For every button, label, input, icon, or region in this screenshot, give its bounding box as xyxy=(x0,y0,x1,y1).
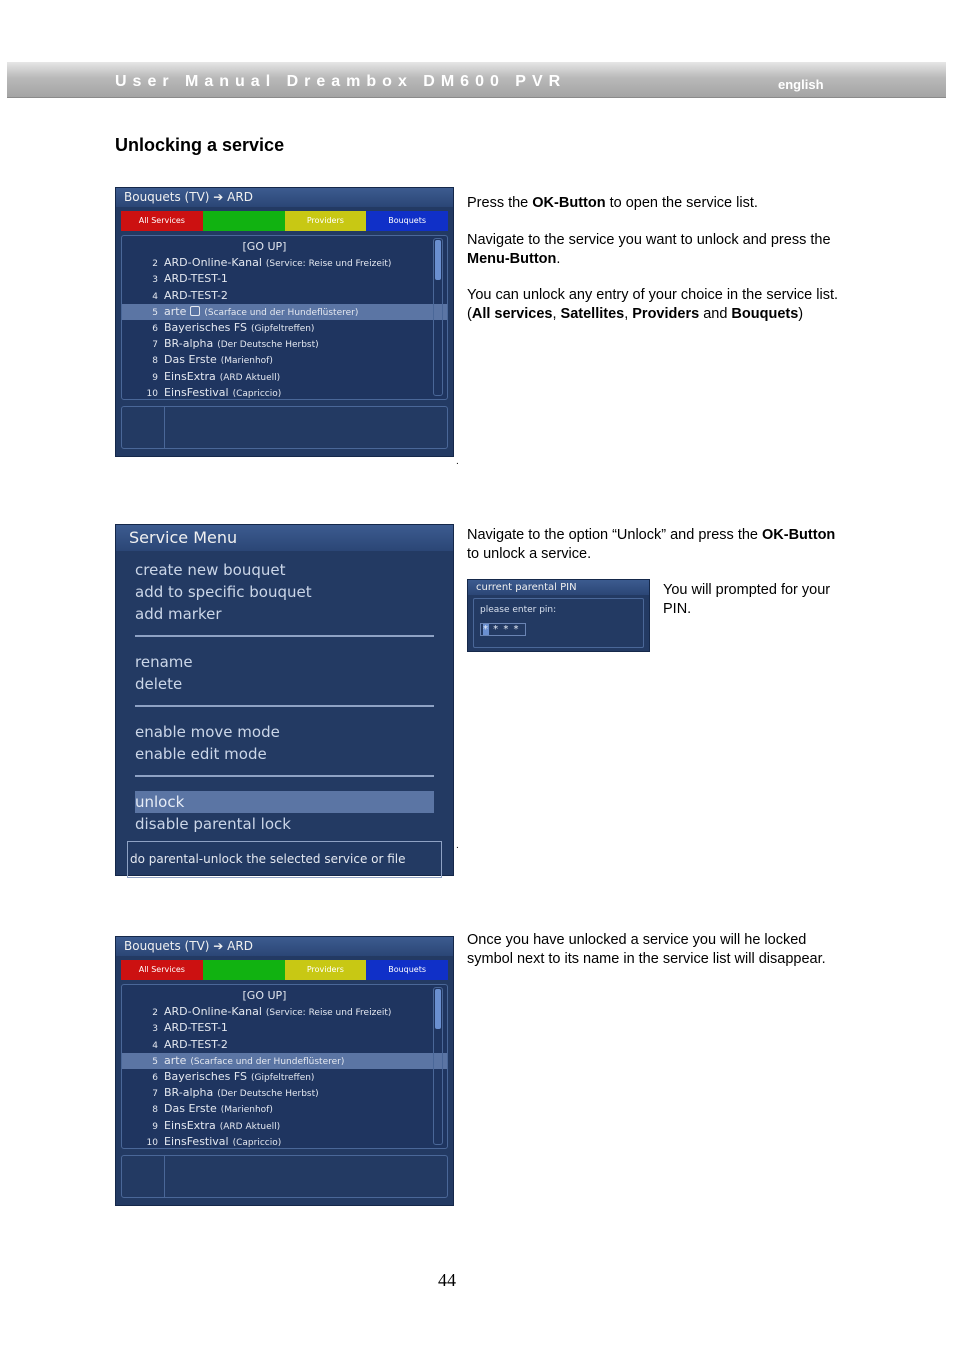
section-title: Unlocking a service xyxy=(115,135,285,155)
menu-unlock[interactable]: unlock xyxy=(135,791,434,813)
step2-para2: You will prompted for your PIN. xyxy=(663,582,831,617)
service-number: 3 xyxy=(152,275,158,286)
info-divider xyxy=(164,407,165,448)
service-number: 3 xyxy=(152,1024,158,1035)
service-name: arte xyxy=(164,304,187,318)
service-row[interactable] xyxy=(122,1037,447,1053)
service-list-title: Bouquets (TV) ➔ ARD xyxy=(116,188,453,207)
menu-separator xyxy=(135,705,434,707)
service-list-screen-locked xyxy=(115,187,454,457)
service-name: Das Erste xyxy=(164,353,217,367)
step1-para3 xyxy=(467,286,847,323)
menu-add-marker[interactable]: add marker xyxy=(135,605,222,623)
service-event: (Der Deutsche Herbst) xyxy=(217,340,319,351)
service-row[interactable] xyxy=(122,1134,447,1150)
text: and xyxy=(699,305,732,322)
service-event: (Scarface und der Hundeflüsterer) xyxy=(190,1056,345,1067)
service-name: ARD-TEST-1 xyxy=(164,1021,228,1035)
menu-help-text: do parental-unlock the selected service or file xyxy=(127,841,442,878)
service-number: 5 xyxy=(152,1056,158,1067)
service-name: ARD-TEST-1 xyxy=(164,272,228,286)
service-row[interactable] xyxy=(122,1020,447,1036)
tab-bouquets[interactable]: Bouquets xyxy=(366,960,448,980)
pin-input[interactable] xyxy=(480,623,526,636)
manual-title: User Manual Dreambox DM600 PVR xyxy=(115,73,567,90)
service-row[interactable] xyxy=(122,385,447,401)
service-row[interactable] xyxy=(122,336,447,352)
service-name: EinsFestival xyxy=(164,1134,229,1148)
menu-create-new-bouquet[interactable]: create new bouquet xyxy=(135,561,286,579)
scrollbar[interactable] xyxy=(433,987,443,1145)
tab-providers[interactable]: Providers xyxy=(285,960,367,980)
pin-label: please enter pin: xyxy=(480,605,557,615)
service-number: 4 xyxy=(152,1040,158,1051)
service-event: (ARD Aktuell) xyxy=(219,372,281,383)
text: to open the service list. xyxy=(605,195,758,211)
info-panel xyxy=(121,406,448,449)
service-row[interactable] xyxy=(122,320,447,336)
service-number: 7 xyxy=(152,1089,158,1100)
service-row[interactable] xyxy=(122,1004,447,1020)
step1-para1 xyxy=(467,194,847,213)
dot-marker: . xyxy=(456,456,459,467)
menu-disable-parental-lock[interactable]: disable parental lock xyxy=(135,815,291,833)
service-event: (Capriccio) xyxy=(232,1137,282,1148)
service-row[interactable] xyxy=(122,1053,447,1069)
text-bold: Providers xyxy=(632,305,700,322)
tab-satellites[interactable] xyxy=(203,960,285,980)
pin-dialog-title: current parental PIN xyxy=(468,580,649,595)
service-event: (Marienhof) xyxy=(220,356,273,367)
text-bold: Satellites xyxy=(560,305,625,322)
text-bold: OK-Button xyxy=(762,527,836,543)
service-name: ARD-Online-Kanal xyxy=(164,256,262,270)
service-menu-body xyxy=(116,551,453,835)
service-number: 4 xyxy=(152,291,158,302)
service-event: (Capriccio) xyxy=(232,388,282,399)
pin-dialog xyxy=(467,579,650,652)
service-row[interactable] xyxy=(122,1118,447,1134)
service-number: 6 xyxy=(152,1072,158,1083)
menu-rename[interactable]: rename xyxy=(135,653,193,671)
go-up-row[interactable]: [GO UP] xyxy=(242,240,287,253)
service-name: Bayerisches FS xyxy=(164,1069,248,1083)
service-name: EinsExtra xyxy=(164,1118,216,1132)
service-name: BR-alpha xyxy=(164,1086,214,1100)
service-event: (ARD Aktuell) xyxy=(219,1121,281,1132)
scrollbar[interactable] xyxy=(433,238,443,396)
service-row[interactable] xyxy=(122,352,447,368)
service-number: 8 xyxy=(152,356,158,367)
service-number: 9 xyxy=(152,1121,158,1132)
text-bold: Menu-Button xyxy=(467,250,557,267)
service-row[interactable] xyxy=(122,288,447,304)
service-list-screen-unlocked xyxy=(115,936,454,1206)
color-tabs xyxy=(121,960,448,980)
tab-bouquets[interactable]: Bouquets xyxy=(366,211,448,231)
service-number: 6 xyxy=(152,323,158,334)
service-event: (Marienhof) xyxy=(220,1105,273,1116)
text-bold: All services xyxy=(471,305,553,322)
service-name: Das Erste xyxy=(164,1102,217,1116)
lock-icon xyxy=(190,306,200,316)
service-list xyxy=(121,235,448,400)
service-menu-screen xyxy=(115,524,454,876)
info-divider xyxy=(164,1156,165,1197)
service-menu-title: Service Menu xyxy=(116,525,453,551)
service-row[interactable] xyxy=(122,1069,447,1085)
service-name: EinsFestival xyxy=(164,385,229,399)
service-number: 7 xyxy=(152,340,158,351)
service-event: (Gipfeltreffen) xyxy=(251,323,315,334)
pin-masked: * * * xyxy=(489,624,520,635)
tab-all-services[interactable]: All Services xyxy=(121,211,203,231)
menu-delete[interactable]: delete xyxy=(135,675,183,693)
step2-para1 xyxy=(467,526,837,563)
service-row[interactable] xyxy=(122,1101,447,1117)
service-number: 2 xyxy=(152,1008,158,1019)
go-up-row[interactable]: [GO UP] xyxy=(242,989,287,1002)
service-row[interactable] xyxy=(122,271,447,287)
service-row[interactable] xyxy=(122,255,447,271)
service-list-title: Bouquets (TV) ➔ ARD xyxy=(116,937,453,956)
service-event: (Service: Reise und Freizeit) xyxy=(265,259,392,270)
tab-all-services[interactable]: All Services xyxy=(121,960,203,980)
scroll-thumb[interactable] xyxy=(435,240,441,280)
service-name: ARD-TEST-2 xyxy=(164,288,228,302)
step1-para2 xyxy=(467,231,847,268)
scroll-thumb[interactable] xyxy=(435,989,441,1029)
menu-add-to-specific-bouquet[interactable]: add to specific bouquet xyxy=(135,583,312,601)
service-row[interactable] xyxy=(122,369,447,385)
text: Navigate to the option “Unlock” and press the xyxy=(467,527,762,543)
service-name: BR-alpha xyxy=(164,337,214,351)
service-row[interactable] xyxy=(122,1085,447,1101)
step3-para1: Once you have unlocked a service you will he locked symbol next to its name in the service list will disappear. xyxy=(467,932,826,967)
service-name: ARD-TEST-2 xyxy=(164,1037,228,1051)
text: You can unlock any entry of your choice in the service list. ( xyxy=(467,287,839,322)
service-list xyxy=(121,984,448,1149)
text: ) xyxy=(798,305,804,322)
pin-cursor: * xyxy=(483,624,489,635)
service-event: (Gipfeltreffen) xyxy=(251,1072,315,1083)
service-number: 10 xyxy=(146,1137,158,1148)
text: Press the xyxy=(467,195,533,211)
service-name: Bayerisches FS xyxy=(164,320,248,334)
info-panel xyxy=(121,1155,448,1198)
service-number: 5 xyxy=(152,307,158,318)
service-name: arte xyxy=(164,1053,187,1067)
language-label: english xyxy=(778,77,824,92)
service-event: (Service: Reise und Freizeit) xyxy=(265,1008,392,1019)
menu-separator xyxy=(135,635,434,637)
service-name: EinsExtra xyxy=(164,369,216,383)
menu-enable-move-mode[interactable]: enable move mode xyxy=(135,723,280,741)
service-event: (Der Deutsche Herbst) xyxy=(217,1089,319,1100)
pin-box xyxy=(473,598,644,648)
service-event: (Scarface und der Hundeflüsterer) xyxy=(204,307,359,318)
menu-enable-edit-mode[interactable]: enable edit mode xyxy=(135,745,267,763)
service-name: ARD-Online-Kanal xyxy=(164,1005,262,1019)
service-number: 2 xyxy=(152,259,158,270)
service-number: 8 xyxy=(152,1105,158,1116)
text: to unlock a service. xyxy=(467,545,592,562)
service-row[interactable] xyxy=(122,304,447,320)
service-number: 10 xyxy=(146,388,158,399)
page-number: 44 xyxy=(438,1270,456,1290)
text: , xyxy=(552,305,561,322)
text: Navigate to the service you want to unlock and press the xyxy=(467,232,831,248)
dot-marker: . xyxy=(456,840,459,851)
menu-separator xyxy=(135,775,434,777)
service-number: 9 xyxy=(152,372,158,383)
text: . xyxy=(556,250,561,267)
tab-satellites[interactable] xyxy=(203,211,285,231)
text: , xyxy=(624,305,633,322)
text-bold: Bouquets xyxy=(731,305,799,322)
text-bold: OK-Button xyxy=(532,195,606,211)
header-bar xyxy=(7,62,946,98)
color-tabs xyxy=(121,211,448,231)
tab-providers[interactable]: Providers xyxy=(285,211,367,231)
